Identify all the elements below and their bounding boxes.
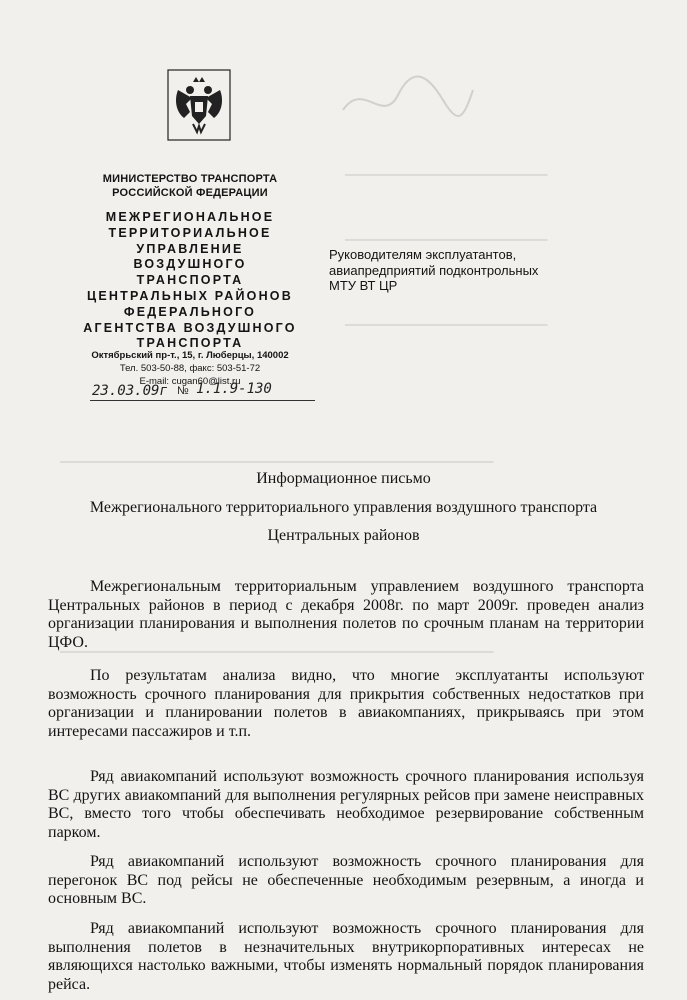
paragraph-text: По результатам анализа видно, что многие эксплуатанты используют возможность срочного планирования для прикрытия собственных недостатков при организации и планировании полетов в авиакомпаниях, прикрываясь при этом интересами пассажиров и т.п. [48,667,644,740]
ministry-line: МИНИСТЕРСТВО ТРАНСПОРТА [102,173,278,185]
recipient-line: авиапредприятий подконтрольных [329,262,539,278]
date-underline [90,400,315,401]
bleed-through: ━━━━━━━━━━━━━━━━━━━━━━━━━━━━━━━━━━━━━━━━━━━━━━━━━━━━━━━━━━━━ [60,455,494,469]
bleed-through: ━━━━━━━━━━━━━━━━━━━━━━━━━━━━ [345,168,548,182]
handwritten-number: 1.1.9-130 [196,381,272,397]
agency-line: АГЕНТСТВА ВОЗДУШНОГО [83,320,297,335]
address: Октябрьский пр-т., 15, г. Люберцы, 140002 [91,350,289,361]
email: E-mail: cugan60@list.ru [139,376,241,387]
document-subtitle: Межрегионального территориального управления воздушного транспорта [89,499,598,516]
agency-line: ЦЕНТРАЛЬНЫХ РАЙОНОВ [87,288,293,303]
agency-line: ФЕДЕРАЛЬНОГО [123,304,257,319]
paragraph [48,667,644,741]
coat-of-arms-icon [166,68,232,142]
handwritten-date: 23.03.09г [92,383,168,399]
agency-line: ТРАНСПОРТА [136,273,244,288]
ministry-line: РОССИЙСКОЙ ФЕДЕРАЦИИ [112,187,268,199]
paragraph [48,920,644,994]
recipient-block [329,247,609,294]
phone-fax: Тел. 503-50-88, факс: 503-51-72 [119,363,261,374]
recipient-line: Руководителям эксплуатантов, [329,247,517,262]
bleed-through: ━━━━━━━━━━━━━━━━━━━━━━━━━━━━ [345,233,548,247]
bleed-through-signature [338,70,478,130]
agency-line: МЕЖРЕГИОНАЛЬНОЕ [105,210,275,224]
paragraph [48,853,644,909]
document-title: Информационное письмо [256,470,431,487]
number-label: № [177,385,189,397]
document-subtitle-region: Центральных районов [267,527,420,544]
bleed-through: ━━━━━━━━━━━━━━━━━━━━━━━━━━━━━━━━━━━━━━━━━━━━━━━━━━━━━━━━━━━━ [60,645,494,659]
agency-line: ТЕРРИТОРИАЛЬНОЕ [108,225,272,240]
paragraph [48,768,644,842]
agency-line: УПРАВЛЕНИЕ [136,241,244,256]
paragraph-text: Межрегиональным территориальным управлением воздушного транспорта Центральных районов в период с декабря 2008г. по март 2009г. проведен анализ организации планирования и выполнения полетов по срочным планам на территории ЦФО. [48,578,644,651]
bleed-through: ━━━━━━━━━━━━━━━━━━━━━━━━━━━━ [345,318,548,332]
recipient-line: МТУ ВТ ЦР [329,278,398,293]
agency-line: ТРАНСПОРТА [136,336,244,351]
ministry-name [40,172,340,200]
paragraph-text: Ряд авиакомпаний используют возможность срочного планирования для перегонок ВС под рейсы не обеспеченные необходимым резервным, а иногда и основным ВС. [48,853,644,907]
paragraph-text: Ряд авиакомпаний используют возможность срочного планирования используя ВС других авиакомпаний для выполнения регулярных рейсов при замене неисправных ВС, вместо того чтобы обеспечивать необходимое резервирование собственным парком. [48,768,644,841]
agency-line: ВОЗДУШНОГО [133,257,247,272]
paragraph [48,578,644,652]
paragraph-text: Ряд авиакомпаний используют возможность срочного планирования для выполнения полетов в незначительных внутрикорпоративных интересах не являющихся настолько важными, чтобы изменять нормальный порядок планирования рейса. [48,920,644,993]
agency-name [40,210,340,352]
